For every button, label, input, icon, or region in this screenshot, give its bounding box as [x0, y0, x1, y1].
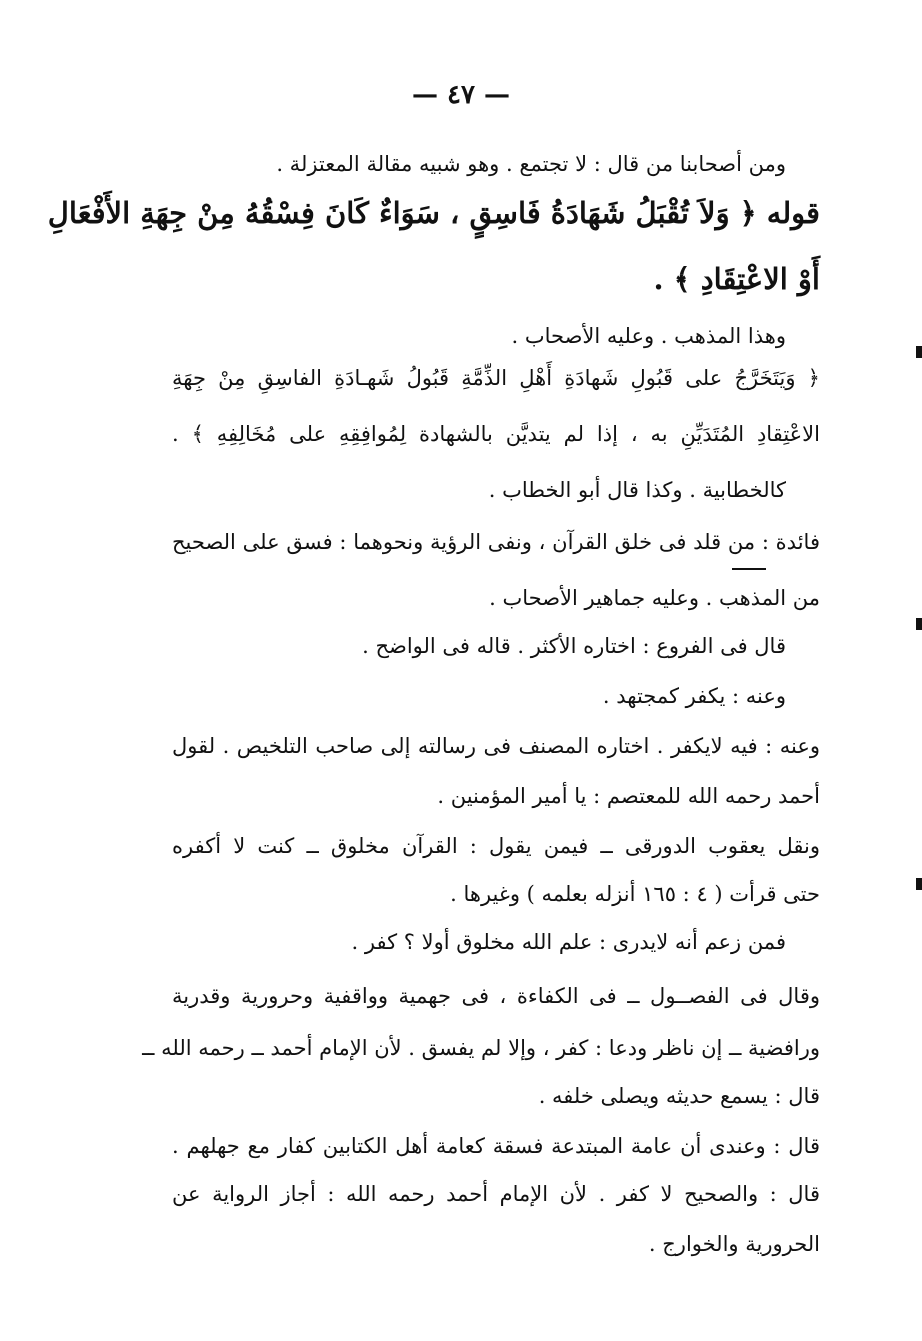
text-line: وعنه : فيه لايكفر . اختاره المصنف فى رسالته إلى صاحب التلخيص . لقول	[172, 734, 820, 758]
scan-edge-mark	[916, 346, 922, 358]
text-line: فمن زعم أنه لايدرى : علم الله مخلوق أولا ؟ كفر .	[351, 930, 786, 954]
text-line: قال : يسمع حديثه ويصلى خلفه .	[538, 1084, 820, 1108]
text-line: حتى قرأت ( ٤ : ١٦٥ أنزله بعلمه ) وغيرها .	[450, 882, 820, 906]
text-line: الحرورية والخوارج .	[648, 1232, 820, 1256]
text-line: كالخطابية . وكذا قال أبو الخطاب .	[488, 478, 786, 502]
text-line: وهذا المذهب . وعليه الأصحاب .	[511, 324, 786, 348]
text-line: أحمد رحمه الله للمعتصم : يا أمير المؤمنين .	[437, 784, 820, 808]
text-line: من المذهب . وعليه جماهير الأصحاب .	[489, 586, 820, 610]
scan-edge-mark	[916, 618, 922, 630]
matn-line: ﴿ وَيَتَخَرَّجُ على قَبُولِ شَهادَةِ أَهْلِ الذِّمَّةِ قَبُولُ شَهـادَةِ الفاسِقِ مِنْ جِهَةِ	[172, 366, 820, 390]
text-line: قال : والصحيح لا كفر . لأن الإمام أحمد رحمه الله : أجاز الرواية عن	[172, 1182, 820, 1206]
text-line: ورافضية ــ إن ناظر ودعا : كفر ، وإلا لم يفسق . لأن الإمام أحمد ــ رحمه الله ــ	[142, 1036, 820, 1060]
text-line: قال : وعندى أن عامة المبتدعة فسقة كعامة أهل الكتابين كفار مع جهلهم .	[172, 1134, 820, 1158]
text-line: قال فى الفروع : اختاره الأكثر . قاله فى الواضح .	[362, 634, 786, 658]
text-line: فائدة : من قلد فى خلق القرآن ، ونفى الرؤية ونحوهما : فسق على الصحيح	[172, 530, 820, 554]
text-line: ومن أصحابنا من قال : لا تجتمع . وهو شبيه مقالة المعتزلة .	[276, 152, 786, 176]
text-line: وقال فى الفصــول ــ فى الكفاءة ، فى جهمية وواقفية وحرورية وقدرية	[172, 984, 820, 1008]
matn-line: أَوْ الاعْتِقَادِ ﴾ .	[653, 262, 820, 296]
text-line: وعنه : يكفر كمجتهد .	[602, 684, 786, 708]
scan-edge-mark	[916, 878, 922, 890]
heading-underline	[732, 568, 766, 570]
text-line: ونقل يعقوب الدورقى ــ فيمن يقول : القرآن مخلوق ــ كنت لا أكفره	[172, 834, 820, 858]
page-number: — ٤٧ —	[411, 80, 511, 110]
matn-line: قوله ﴿ وَلاَ تُقْبَلُ شَهَادَةُ فَاسِقٍ ، سَوَاءٌ كَانَ فِسْقُهُ مِنْ جِهَةِ الأَفْعَالِ	[47, 196, 820, 230]
matn-line: الاعْتِقادِ المُتَدَيِّنِ به ، إذا لم يتديَّن بالشهادة لِمُوافِقِهِ على مُخَالِفِهِ ﴾ .	[172, 422, 820, 446]
